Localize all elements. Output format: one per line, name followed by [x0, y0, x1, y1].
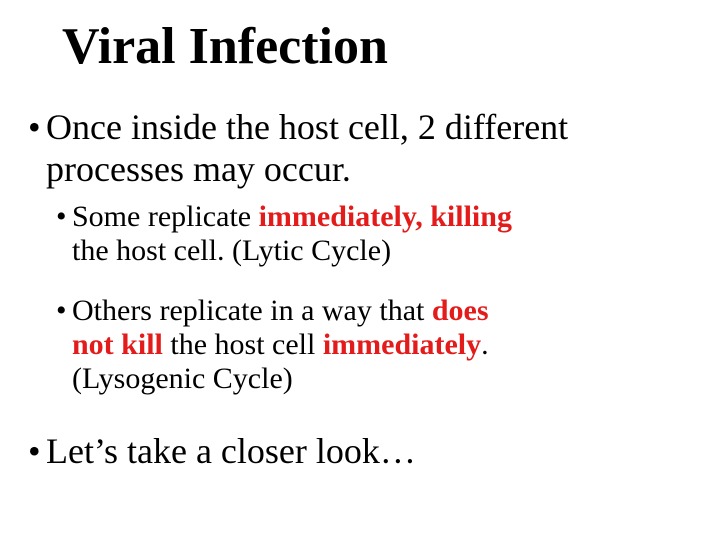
bullet-text	[46, 430, 706, 472]
text-normal: the host cell	[162, 328, 323, 361]
text-normal: .	[481, 328, 489, 361]
bullet-dot: •	[56, 200, 67, 233]
text-highlight: immediately	[322, 328, 482, 361]
bullet-dot: •	[28, 431, 41, 471]
text-highlight: not kill	[72, 328, 163, 361]
text-normal: Some replicate	[72, 200, 259, 233]
text-highlight: does	[431, 294, 489, 327]
sub-bullet-line: (Lysogenic Cycle)	[72, 362, 293, 395]
sub-bullet-item	[56, 294, 696, 395]
bullet-line: processes may occur.	[46, 149, 351, 189]
bullet-line: Let’s take a closer look…	[46, 431, 416, 471]
bullet-item	[28, 430, 708, 472]
sub-bullet-line: the host cell. (Lytic Cycle)	[72, 234, 392, 267]
slide-title: Viral Infection	[62, 18, 388, 75]
bullet-item	[28, 106, 708, 189]
bullet-text	[46, 106, 706, 190]
sub-bullet-item	[56, 200, 696, 267]
text-normal: Others replicate in a way that	[72, 294, 432, 327]
bullet-line: Once inside the host cell, 2 different	[46, 107, 569, 147]
sub-bullet-line	[72, 328, 692, 362]
text-highlight: immediately, killing	[258, 200, 512, 233]
sub-bullet-text	[72, 200, 692, 268]
sub-bullet-line	[72, 200, 692, 234]
bullet-dot: •	[56, 294, 67, 327]
bullet-dot: •	[28, 107, 41, 147]
sub-bullet-text	[72, 294, 692, 396]
sub-bullet-line	[72, 294, 692, 328]
